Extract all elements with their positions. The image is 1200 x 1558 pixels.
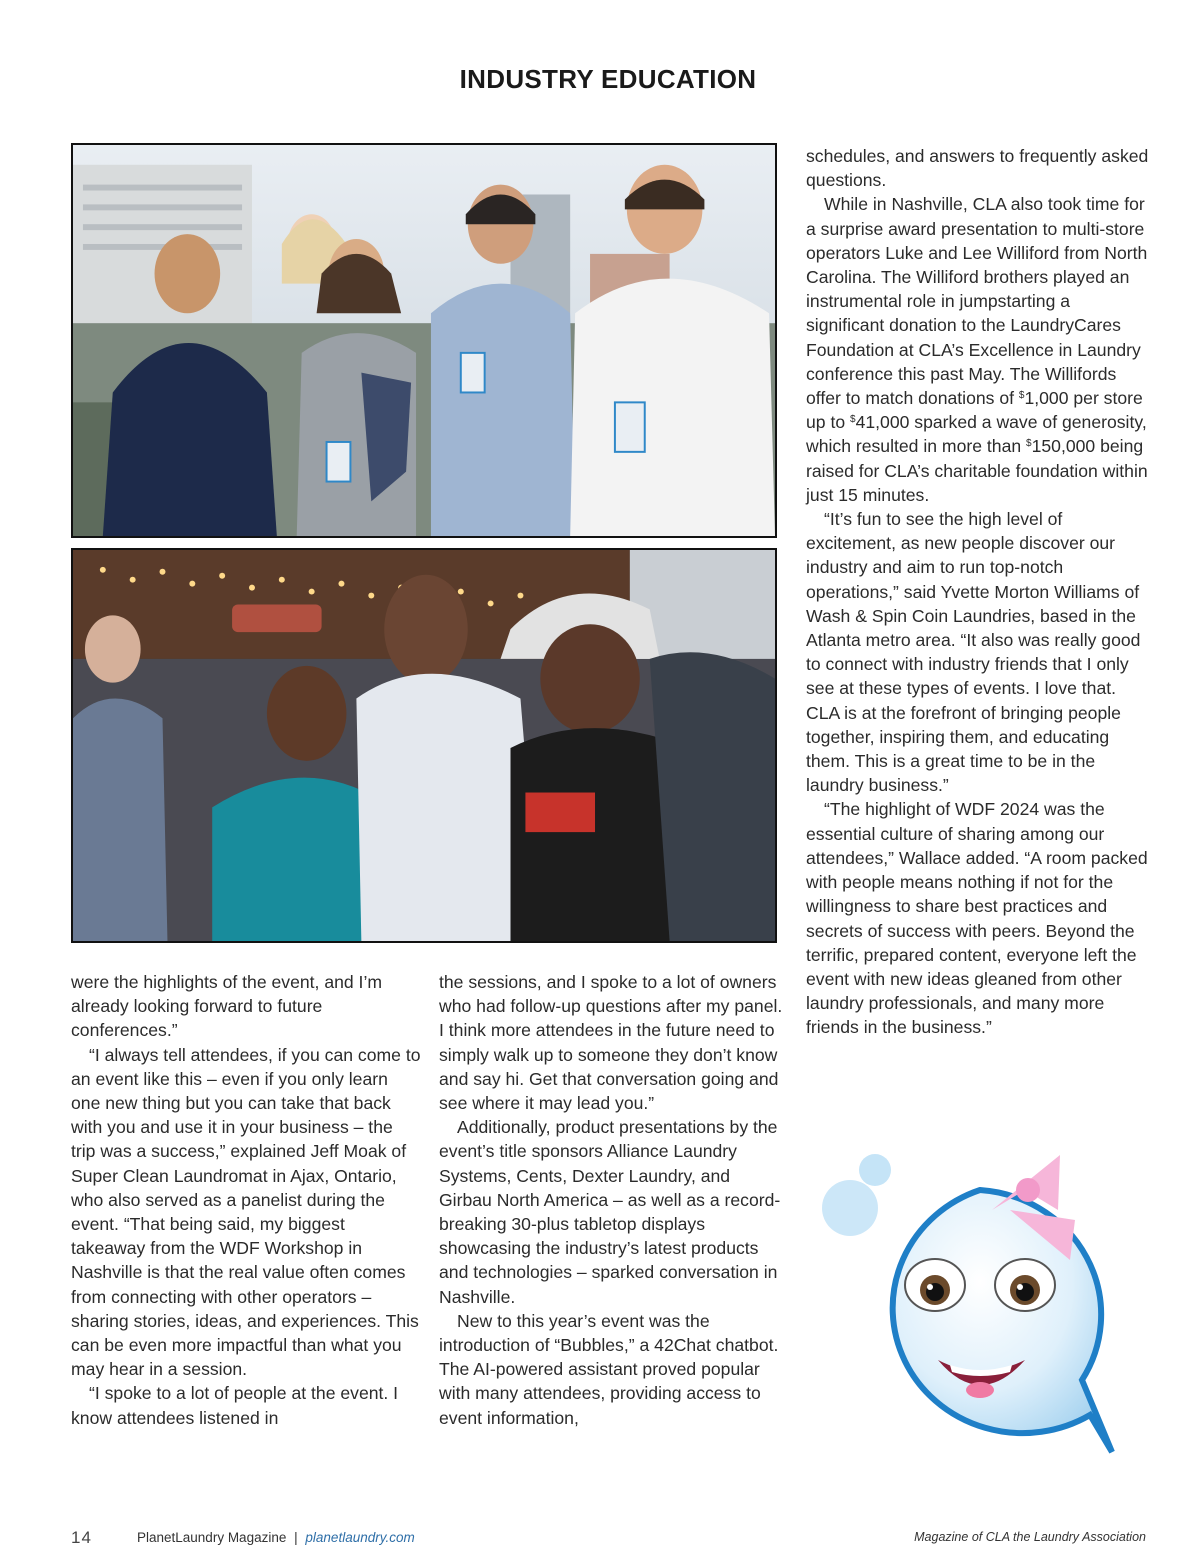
paragraph: were the highlights of the event, and I’m already looking forward to future conferences.” [71, 972, 383, 1041]
article-column-3 [806, 144, 1151, 1040]
article-column-1 [71, 970, 421, 1430]
magazine-url-link[interactable]: planetlaundry.com [305, 1530, 415, 1545]
paragraph: Additionally, product presentations by the event’s title sponsors Alliance Laundry Systems, Cents, Dexter Laundry, and Girbau North America – as well as a record-breaking 30-plus tabletop displays showcasing the industry’s latest products and technologies – sparked conversation in Nashville. [439, 1117, 781, 1307]
group-photo-top [71, 143, 777, 538]
paragraph: “I always tell attendees, if you can come to an event like this – even if you only learn one new thing but you can take that back with you and use it in your business – the trip was a success,” explained Jeff Moak of Super Clean Laundromat in Ajax, Ontario, who also served as a panelist during the event. “That being said, my biggest takeaway from the WDF Workshop in Nashville is that the real value often comes from connecting with other operators – sharing stories, ideas, and experiences. This can be even more impactful than what you may hear in a session. [71, 1044, 421, 1380]
group-photo-bottom [71, 548, 777, 943]
bubbles-mascot-illustration [820, 1150, 1120, 1455]
separator: | [294, 1530, 298, 1545]
magazine-credit [137, 1530, 415, 1545]
paragraph: New to this year’s event was the introduction of “Bubbles,” a 42Chat chatbot. The AI-powered assistant proved popular with many attendees, providing access to event information, [439, 1310, 779, 1428]
article-column-2 [439, 970, 784, 1430]
paragraph: the sessions, and I spoke to a lot of owners who had follow-up questions after my panel. I think more attendees in the future need to simply walk up to someone they don’t know and say hi. Get that conversation going and see where it may lead you.” [439, 972, 783, 1114]
paragraph: “I spoke to a lot of people at the event. I know attendees listened in [71, 1383, 399, 1428]
magazine-tagline: Magazine of CLA the Laundry Association [914, 1530, 1146, 1544]
page-number: 14 [71, 1528, 92, 1547]
section-title: INDUSTRY EDUCATION [459, 64, 757, 94]
paragraph: “The highlight of WDF 2024 was the essential culture of sharing among our attendees,” Wallace added. “A room packed with people means nothing if not for the willingness to share best practices and secrets of success with peers. Beyond the terrific, prepared content, everyone left the event with new ideas gleaned from other laundry professionals, and many more friends in the business.” [806, 799, 1148, 1038]
paragraph: schedules, and answers to frequently asked questions. [806, 146, 1149, 191]
paragraph: “It’s fun to see the high level of excitement, as new people discover our industry and aim to run top-notch operations,” said Yvette Morton Williams of Wash & Spin Coin Laundries, based in the Atlanta metro area. “It also was really good to connect with industry friends that I only see at these types of events. I love that. CLA is at the forefront of bringing people together, inspiring them, and educating them. This is a great time to be in the laundry business.” [806, 509, 1141, 796]
magazine-name: PlanetLaundry Magazine [137, 1530, 287, 1545]
paragraph: While in Nashville, CLA also took time for a surprise award presentation to multi-store operators Luke and Lee Williford from North Carolina. The Williford brothers played an instrumental role in jumpstarting a significant donation to the LaundryCares Foundation at CLA’s Excellence in Laundry conference this past May. The Willifords offer to match donations of $1,000 per store up to $41,000 sparked a wave of generosity, which resulted in more than $150,000 being raised for CLA’s charitable foundation within just 15 minutes. [806, 194, 1148, 505]
